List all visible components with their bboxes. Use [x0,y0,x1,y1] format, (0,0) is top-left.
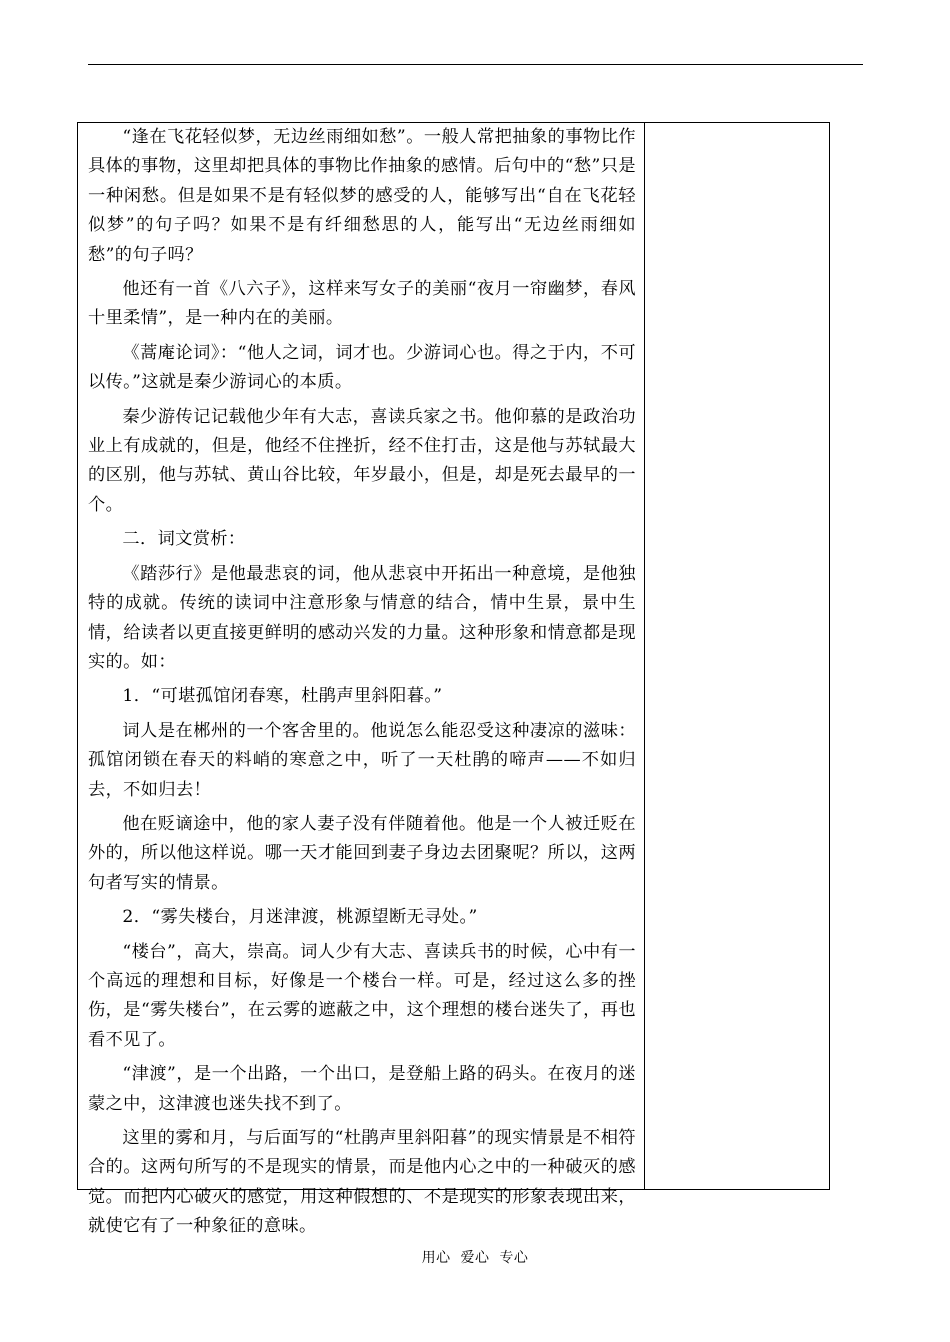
quote-heading: 2．“雾失楼台，月迷津渡，桃源望断无寻处。” [122,907,478,928]
paragraph: 秦少游传记记载他少年有大志，喜读兵家之书。他仰慕的是政治功业上有成就的，但是，他经不住挫折，经不住打击，这是他与苏轼最大的区别，他与苏轼、黄山谷比较，年岁最小，但是，却是死去最早的一个。 [88,406,636,515]
header-rule [88,64,863,65]
content-table [77,122,830,1237]
paragraph: “逢在飞花轻似梦，无边丝雨细如愁”。一般人常把抽象的事物比作具体的事物，这里却把具体的事物比作抽象的感情。后句中的“愁”只是一种闲愁。但是如果不是有轻似梦的感受的人，能够写出“自在飞花轻似梦”的句子吗？如果不是有纤细愁思的人，能写出“无边丝雨细如愁”的句子吗？ [88,127,636,265]
paragraph: 这里的雾和月，与后面写的“杜鹃声里斜阳暮”的现实情景是不相符合的。这两句所写的不是现实的情景，而是他内心之中的一种破灭的感觉。而把内心破灭的感觉，用这种假想的、不是现实的形象表现出来，就使它有了一种象征的意味。 [88,1128,636,1237]
section-heading: 二．词文赏析： [122,529,246,550]
paragraph: “楼台”，高大，崇高。词人少有大志、喜读兵书的时候，心中有一个高远的理想和目标，好像是一个楼台一样。可是，经过这么多的挫伤，是“雾失楼台”，在云雾的遮蔽之中，这个理想的楼台迷失了，再也看不见了。 [88,941,636,1050]
paragraph: 《踏莎行》是他最悲哀的词，他从悲哀中开拓出一种意境，是他独特的成就。传统的读词中注意形象与情意的结合，情中生景，景中生情，给读者以更直接更鲜明的感动兴发的力量。这种形象和情意都是现实的。如： [88,563,636,672]
page-footer: 用心 爱心 专心 [421,1250,529,1266]
notes-cell [645,123,829,1189]
paragraph: 他在贬谪途中，他的家人妻子没有伴随着他。他是一个人被迁贬在外的，所以他这样说。哪一天才能回到妻子身边去团聚呢？所以，这两句者写实的情景。 [88,813,636,893]
main-text-cell [78,123,645,1237]
quote-heading: 1．“可堪孤馆闭春寒，杜鹃声里斜阳暮。” [122,686,443,707]
paragraph: 《蒿庵论词》：“他人之词，词才也。少游词心也。得之于内，不可以传。”这就是秦少游词心的本质。 [88,342,636,393]
paragraph: 词人是在郴州的一个客舍里的。他说怎么能忍受这种凄凉的滋味：孤馆闭锁在春天的料峭的寒意之中，听了一天杜鹃的啼声——不如归去，不如归去！ [88,720,636,800]
paragraph: 他还有一首《八六子》，这样来写女子的美丽“夜月一帘幽梦，春风十里柔情”，是一种内在的美丽。 [88,279,636,329]
paragraph: “津渡”，是一个出路，一个出口，是登船上路的码头。在夜月的迷蒙之中，这津渡也迷失找不到了。 [88,1064,636,1114]
